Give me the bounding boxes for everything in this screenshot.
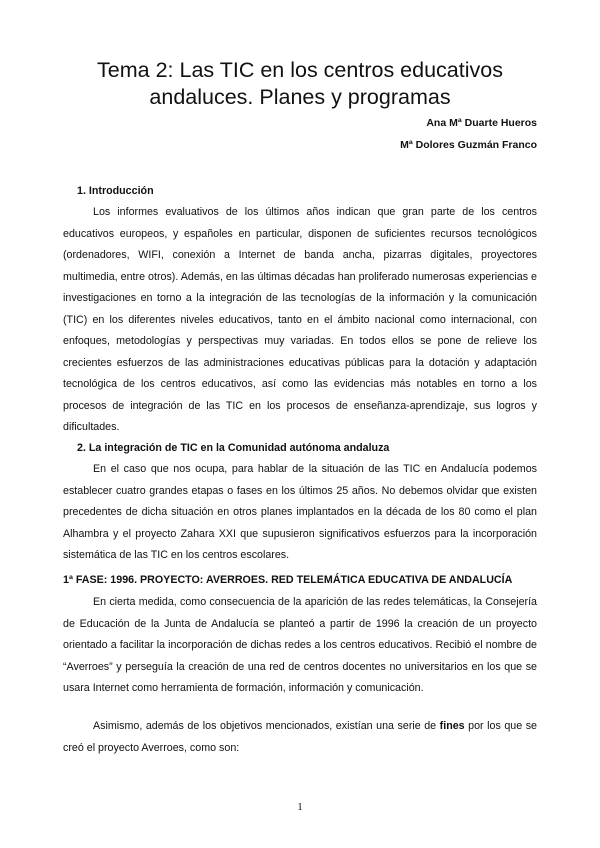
paragraph-averroes: En cierta medida, como consecuencia de la aparición de las redes telemáticas, la Consejería de Educación de la Junta de Andalucía se planteó a partir de 1996 la creación de un proyecto orientado a facilitar la incorporación de dichas redes a los centros educativos. Recibió el nombre de “Averroes” y perseguía la creación de una red de centros docentes no universitarios en los que se usara Internet como herramienta de formación, información y comunicación. <box>63 596 537 694</box>
paragraph-fines-before: Asimismo, además de los objetivos mencionados, existían una serie de <box>93 720 440 732</box>
paragraph-fines <box>63 716 537 759</box>
section-heading-integracion: 2. La integración de TIC en la Comunidad autónoma andaluza <box>77 442 390 454</box>
paragraph-fines-after: por los que se creó el proyecto Averroes, como son: <box>63 720 537 754</box>
section-heading-introduccion: 1. Introducción <box>77 185 154 197</box>
paragraph-integracion: En el caso que nos ocupa, para hablar de la situación de las TIC en Andalucía podemos establecer cuatro grandes etapas o fases en los últimos 25 años. No debemos olvidar que existen precedentes de dicha situación en otros planes implantados en la década de los 80 como el plan Alhambra y el proyecto Zahara XXI que supusieron significativos esfuerzos para la incorporación sistemática de las TIC en los centros escolares. <box>63 463 537 561</box>
page-number: 1 <box>297 801 303 813</box>
paragraph-fines-bold: fines <box>439 720 465 732</box>
document-title: Tema 2: Las TIC en los centros educativos andaluces. Planes y programas <box>97 58 503 109</box>
section-heading-fase-1: 1ª FASE: 1996. PROYECTO: AVERROES. RED TELEMÁTICA EDUCATIVA DE ANDALUCÍA <box>63 574 513 586</box>
author-1: Ana Mª Duarte Hueros <box>426 117 537 129</box>
author-2: Mª Dolores Guzmán Franco <box>400 139 537 151</box>
paragraph-introduccion: Los informes evaluativos de los últimos años indican que gran parte de los centros educativos europeos, y españoles en particular, disponen de suficientes recursos tecnológicos (ordenadores, WIFI, conexión a Internet de banda ancha, pizarras digitales, proyectores multimedia, entre otros). Además, en las últimas décadas han proliferado numerosas experiencias e investigaciones en torno a la integración de las tecnologías de la información y la comunicación (TIC) en los diferentes niveles educativos, tanto en el ámbito nacional como internacional, con enfoques, metodologías y perspectivas muy variadas. En todos ellos se pone de relieve los crecientes esfuerzos de las administraciones educativas públicas para la dotación y adaptación tecnológica de los centros educativos, así como las evidencias más notables en torno a los procesos de integración de las TIC en los procesos de enseñanza-aprendizaje, sus logros y dificultades. <box>63 206 537 433</box>
